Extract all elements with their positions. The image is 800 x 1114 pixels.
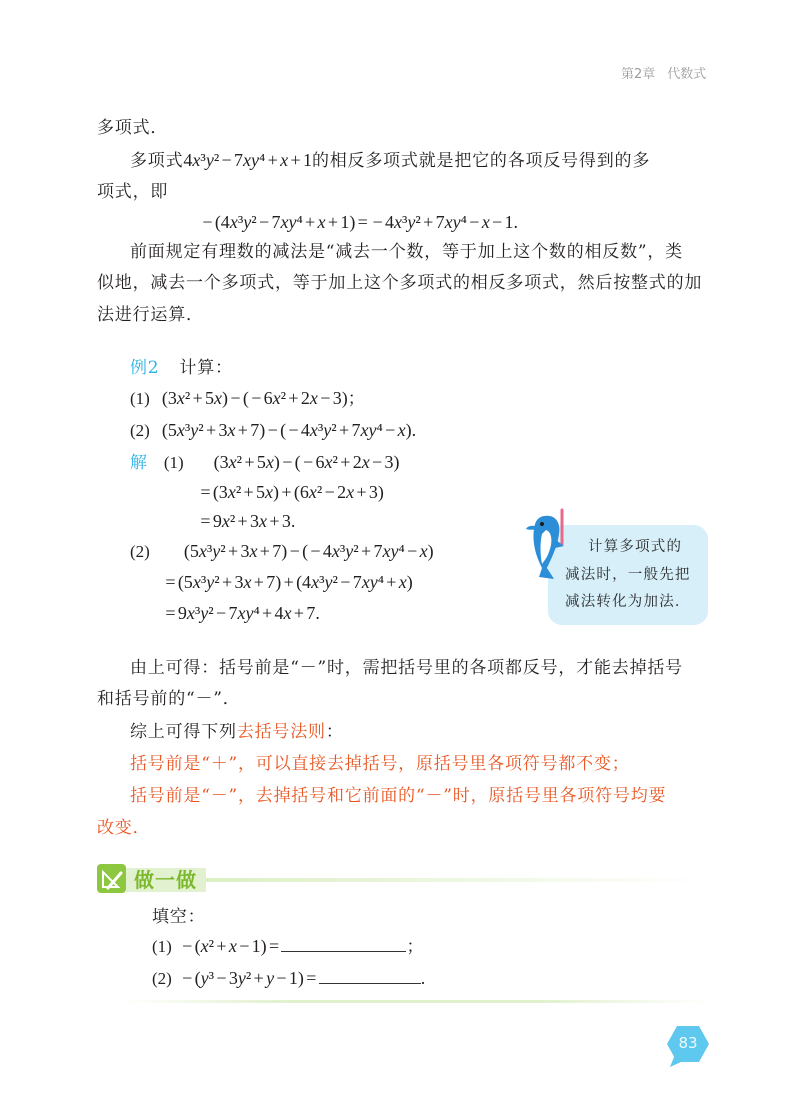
math-variable: y [452, 212, 461, 232]
math-operator: + [259, 541, 270, 561]
math-variable: y [323, 420, 332, 440]
math-operator: + [237, 511, 248, 531]
solution-line [130, 540, 434, 563]
solution-step: = (3x² + 5x) + (6x² − 2x + 3) [200, 482, 384, 502]
math-operator: + [253, 968, 264, 988]
math-operator: + [253, 572, 264, 592]
text-segment: 的相反多项式就是把它的各项反号得到的多 [311, 151, 651, 171]
math-operator: − [239, 936, 250, 956]
math-operator: − [320, 388, 331, 408]
math-variable: y [288, 212, 297, 232]
math-variable: x [228, 452, 237, 472]
paragraph-line: 前面规定有理数的减法是“减去一个数，等于加上这个数的相反数”，类 [130, 242, 683, 262]
math-operator: + [216, 936, 227, 956]
math-operator: − [288, 420, 299, 440]
math-operator: + [340, 452, 351, 472]
paragraph-line: 由上可得：括号前是“－”时，需把括号里的各项都反号，才能去掉括号 [130, 658, 683, 678]
math-variable: x [346, 482, 355, 502]
solution-step: (3x² + 5x) − ( − 6x² + 2x − 3) [213, 452, 400, 472]
math-variable: y [368, 420, 377, 440]
math-variable: y [369, 572, 378, 592]
rule-summary-line [130, 721, 344, 743]
math-operator: − [267, 420, 278, 440]
math-operator: + [262, 603, 273, 623]
example-prompt: 计算： [179, 358, 233, 378]
problem-number: (1) [130, 389, 150, 408]
math-variable: y [190, 420, 199, 440]
math-operator: − [216, 968, 227, 988]
math-variable: x [331, 541, 340, 561]
equation-expression: − (4x³y² − 7xy⁴ + x + 1) = − 4x³y² + 7xy⁴ − x − 1. [202, 212, 518, 232]
math-variable: x [481, 212, 490, 232]
math-operator: − [469, 212, 480, 232]
activity-divider [206, 878, 706, 882]
page-number: 83 [678, 1034, 698, 1052]
math-operator: − [230, 388, 241, 408]
text-segment: ： [325, 722, 344, 742]
math-variable: y [212, 541, 221, 561]
math-variable: x [259, 511, 268, 531]
math-operator: + [237, 420, 248, 440]
math-variable: y [200, 603, 209, 623]
math-operator: + [244, 452, 255, 472]
math-variable: x [249, 541, 258, 561]
math-operator: + [356, 482, 367, 502]
math-variable: x [280, 212, 289, 232]
math-variable: y [243, 212, 252, 232]
math-variable: x [397, 420, 406, 440]
rule-line: 改变． [97, 818, 151, 838]
item-number: (2) [152, 969, 172, 988]
math-operator: − [310, 541, 321, 561]
math-variable: x [221, 511, 230, 531]
text-segment: 综上可得下列 [130, 722, 237, 742]
problem-expression: (3x² + 5x) − ( − 6x² + 2x − 3) [161, 388, 348, 408]
paragraph-line: 法进行运算． [97, 305, 204, 325]
math-variable: x [229, 212, 238, 232]
math-operator: − [215, 603, 227, 623]
fill-in-item [152, 967, 425, 990]
math-operator: + [327, 212, 339, 232]
math-variable: x [227, 420, 236, 440]
math-variable: y [345, 541, 354, 561]
math-operator: = [165, 572, 176, 592]
intro-paragraph-line [130, 149, 650, 172]
example-label: 例2 [130, 358, 160, 378]
math-variable: x [280, 150, 289, 170]
math-operator: − [492, 212, 503, 232]
math-operator: = [357, 212, 368, 232]
solution-step: = (5x³y² + 3x + 7) + (4x³y² − 7xy⁴ + x) [165, 572, 413, 592]
problem-end-mark: . [411, 420, 417, 440]
rule-line: 括号前是“＋”，可以直接去掉括号，原括号里各项符号都不变； [130, 754, 630, 774]
example-heading [130, 357, 233, 379]
math-operator: − [303, 452, 314, 472]
math-variable: x [393, 212, 402, 232]
display-equation [200, 211, 518, 234]
math-variable: x [398, 572, 407, 592]
math-variable: y [200, 968, 209, 988]
math-operator: = [165, 603, 176, 623]
math-variable: y [251, 150, 260, 170]
solution-line [130, 451, 400, 474]
rule-line: 括号前是“－”，去掉括号和它前面的“－”时，原括号里各项符号均要 [130, 786, 667, 806]
problem-line [130, 387, 366, 410]
math-operator: − [282, 452, 293, 472]
math-operator: + [305, 212, 316, 232]
math-variable: x [186, 603, 195, 623]
chapter-title: 代数式 [667, 67, 707, 82]
item-end-mark: ； [406, 937, 425, 957]
math-variable: x [272, 388, 281, 408]
math-operator: + [283, 572, 294, 592]
math-variable: y [324, 572, 333, 592]
text-segment: 多项式 [130, 151, 184, 171]
math-variable: x [176, 388, 185, 408]
math-variable: x [444, 212, 453, 232]
math-operator: − [182, 968, 193, 988]
math-operator: + [221, 572, 233, 592]
math-variable: y [237, 968, 246, 988]
bottom-divider [120, 1000, 710, 1003]
item-number: (1) [152, 937, 172, 956]
math-variable: y [266, 968, 275, 988]
item-expression: − (y³ − 3y² + y − 1) = [182, 968, 317, 988]
problem-end-mark: ； [347, 389, 366, 409]
math-operator: + [361, 541, 372, 561]
math-variable: x [227, 482, 236, 502]
math-variable: x [198, 541, 207, 561]
math-operator: − [372, 212, 383, 232]
math-operator: − [182, 936, 193, 956]
math-operator: − [407, 541, 418, 561]
math-variable: x [309, 420, 318, 440]
chapter-number: 第2章 [621, 67, 656, 82]
math-variable: x [361, 572, 370, 592]
solution-line [198, 510, 295, 533]
paragraph-line: 似地，减去一个多项式，等于加上这个多项式的相反多项式，然后按整式的加 [97, 273, 703, 293]
solution-step: = 9x³y² − 7xy⁴ + 4x + 7. [165, 603, 320, 623]
math-operator: + [423, 212, 434, 232]
math-variable: x [237, 603, 246, 623]
math-operator: + [227, 541, 239, 561]
problem-number: (2) [130, 421, 150, 440]
math-operator: − [258, 212, 270, 232]
math-variable: y [206, 572, 215, 592]
math-variable: x [311, 572, 320, 592]
math-variable: x [324, 452, 333, 472]
math-operator: + [386, 572, 397, 592]
answer-blank [281, 935, 406, 952]
running-header [621, 66, 706, 84]
math-operator: − [385, 420, 396, 440]
intro-line: 多项式． [97, 118, 169, 138]
math-operator: + [281, 482, 292, 502]
math-variable: x [361, 452, 370, 472]
math-operator: + [243, 482, 254, 502]
note-line: 减法时，一般先把 [565, 567, 691, 583]
item-end-mark: . [420, 968, 426, 988]
math-variable: x [265, 452, 274, 472]
math-variable: x [283, 603, 292, 623]
math-variable: x [308, 482, 317, 502]
dolphin-mascot-icon [522, 506, 568, 586]
math-variable: x [419, 541, 428, 561]
math-operator: = [200, 511, 211, 531]
math-variable: y [390, 541, 399, 561]
fill-in-item [152, 935, 424, 958]
math-operator: + [267, 150, 278, 170]
math-variable: x [200, 936, 209, 956]
math-operator: − [221, 150, 232, 170]
math-operator: = [306, 968, 317, 988]
note-line: 计算多项式的 [588, 539, 683, 555]
math-variable: x [382, 541, 391, 561]
math-operator: + [205, 420, 217, 440]
math-variable: x [243, 572, 252, 592]
math-variable: x [317, 212, 326, 232]
math-variable: y [205, 150, 214, 170]
math-variable: y [245, 603, 254, 623]
math-operator: + [293, 603, 305, 623]
math-variable: x [265, 482, 274, 502]
math-variable: x [228, 936, 237, 956]
math-variable: x [192, 150, 201, 170]
math-operator: − [251, 388, 262, 408]
solution-line [163, 571, 413, 594]
math-operator: − [372, 452, 383, 472]
math-variable: x [176, 420, 185, 440]
math-variable: x [214, 388, 223, 408]
item-expression: − (x² + x − 1) = [182, 936, 280, 956]
math-variable: x [192, 572, 201, 592]
side-note-box [548, 525, 708, 625]
math-variable: y [407, 212, 416, 232]
math-operator: − [202, 212, 213, 232]
math-operator: + [269, 511, 280, 531]
intro-line: 项式，即 [97, 182, 169, 202]
math-variable: x [243, 150, 252, 170]
rule-name: 去括号法则 [236, 722, 326, 742]
solution-line [163, 602, 320, 625]
math-operator: − [340, 572, 351, 592]
math-operator: + [290, 150, 301, 170]
math-variable: x [360, 420, 369, 440]
math-operator: + [288, 388, 299, 408]
page-number-badge [665, 1024, 711, 1068]
math-operator: = [200, 482, 211, 502]
solution-step: (5x³y² + 3x + 7) − ( − 4x³y² + 7xy⁴ − x) [183, 541, 434, 561]
inline-expression: 4x³y² − 7xy⁴ + x + 1 [183, 150, 312, 170]
math-operator: − [289, 541, 300, 561]
pencil-ruler-icon [97, 864, 126, 893]
math-operator: − [324, 482, 335, 502]
paragraph-line: 和括号前的“－”． [97, 689, 241, 709]
solution-step: = 9x² + 3x + 3. [200, 511, 296, 531]
math-variable: x [309, 388, 318, 408]
solution-line [198, 481, 384, 504]
solution-number: (1) [163, 453, 184, 472]
problem-expression: (5x³y² + 3x + 7) − ( − 4x³y² + 7xy⁴ − x) [161, 420, 412, 440]
note-line: 减法转化为加法． [565, 594, 691, 610]
math-operator: = [269, 936, 280, 956]
activity-title: 做一做 [134, 868, 197, 892]
math-operator: + [339, 420, 350, 440]
problem-line [130, 419, 416, 442]
answer-blank [319, 967, 421, 984]
math-operator: + [192, 388, 203, 408]
activity-instruction: 填空： [152, 907, 206, 927]
math-operator: − [276, 968, 287, 988]
solution-number: (2) [130, 542, 150, 561]
solution-label: 解 [130, 453, 148, 473]
